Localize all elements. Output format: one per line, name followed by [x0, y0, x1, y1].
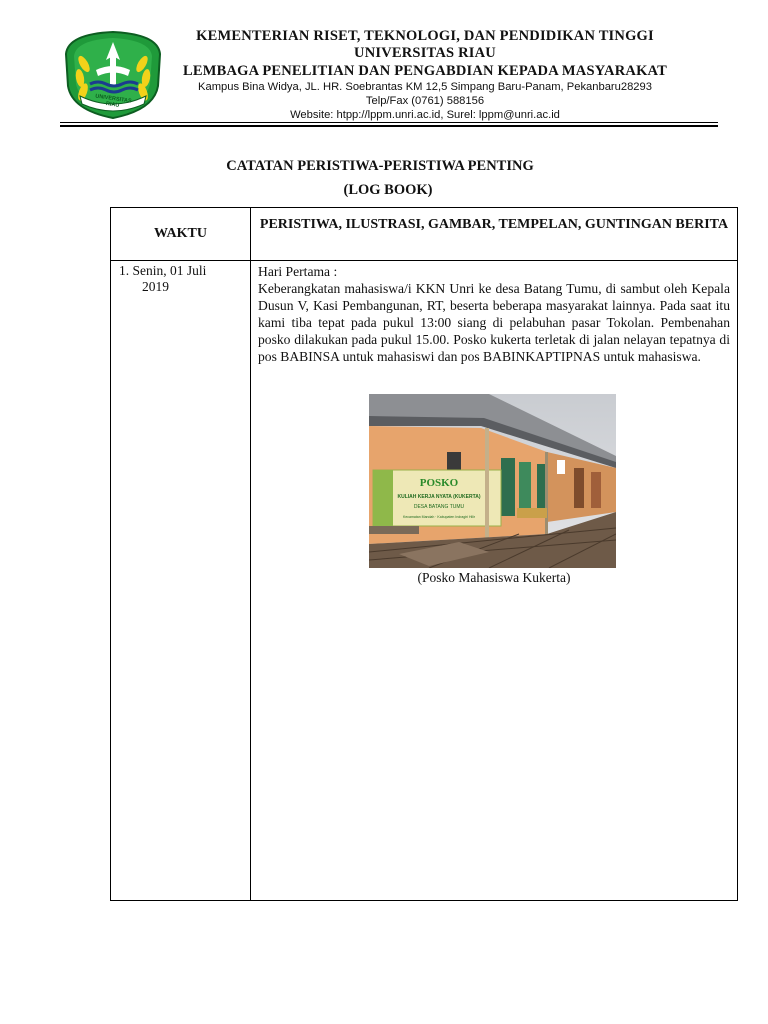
- posko-photo: [369, 394, 616, 568]
- letterhead-divider-thin: [60, 122, 718, 123]
- banner-desa: DESA BATANG TUMU: [413, 504, 465, 510]
- document-title: CATATAN PERISTIWA-PERISTIWA PENTING: [226, 158, 534, 174]
- logo-ribbon-text: UNIVERSITAS RIAU: [94, 93, 132, 109]
- phone-line: Telp/Fax (0761) 588156: [365, 95, 485, 107]
- header-peristiwa: PERISTIWA, ILUSTRASI, GAMBAR, TEMPELAN, GUNTINGAN BERITA: [259, 217, 729, 232]
- document-subtitle: (LOG BOOK): [343, 182, 433, 198]
- banner-kecamatan: Kecamatan Mandah · Kabupaten Indragiri Hilir: [403, 515, 475, 519]
- letterhead: [160, 28, 690, 122]
- event-heading: Hari Pertama :: [258, 264, 338, 279]
- column-divider: [250, 208, 251, 900]
- banner-title: POSKO: [419, 477, 459, 489]
- website-line: Website: htpp://lppm.unri.ac.id, Surel: lppm@unri.ac.id: [290, 109, 560, 121]
- header-divider: [111, 260, 737, 261]
- letterhead-divider-thick: [60, 125, 718, 127]
- banner-kkn: KULIAH KERJA NYATA (KUKERTA): [397, 494, 481, 500]
- institute-name: LEMBAGA PENELITIAN DAN PENGABDIAN KEPADA MASYARAKAT: [182, 63, 668, 79]
- university-logo: [58, 26, 168, 122]
- row-date-line1: 1. Senin, 01 Juli: [119, 263, 207, 278]
- ministry-name: KEMENTERIAN RISET, TEKNOLOGI, DAN PENDIDIKAN TINGGI: [196, 28, 654, 44]
- address-line: Kampus Bina Widya, JL. HR. Soebrantas KM 12,5 Simpang Baru-Panam, Pekanbaru28293: [198, 81, 652, 93]
- row-date-cell: [119, 263, 245, 295]
- header-waktu: WAKTU: [154, 226, 207, 241]
- university-name: UNIVERSITAS RIAU: [354, 45, 496, 61]
- event-description: Keberangkatan mahasiswa/i KKN Unri ke desa Batang Tumu, di sambut oleh Kepala Dusun V, Kasi Pembangunan, RT, beserta beberapa masyarakat lainnya. Pada saat itu kami tiba tepat pada pukul 13:00 siang di pelabuhan pasar Tokolan. Pembenahan posko dilakukan pada pukul 15.00. Posko kukerta terletak di jalan nelayan tepatnya di pos BABINSA untuk mahasiswi dan pos BABINKAPTIPNAS untuk mahasiswa.: [258, 281, 730, 364]
- logbook-table: [110, 207, 738, 901]
- row-event-cell: [258, 263, 730, 365]
- photo-caption: (Posko Mahasiswa Kukerta): [417, 570, 571, 585]
- row-date-line2: 2019: [142, 279, 169, 294]
